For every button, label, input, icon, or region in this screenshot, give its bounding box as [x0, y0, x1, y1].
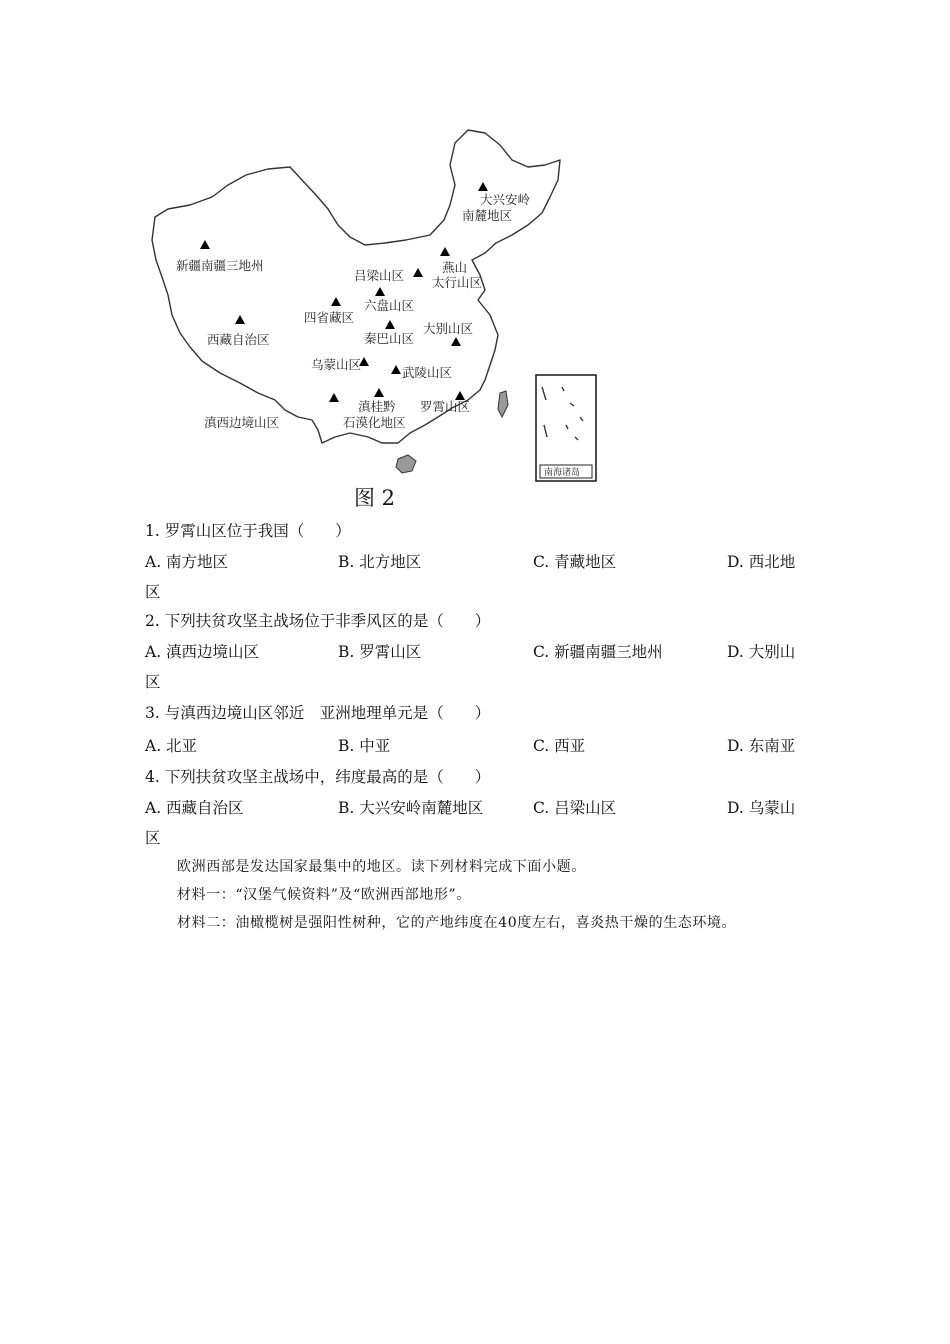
marker-wuling [391, 365, 401, 374]
question-1-stem: 1. 罗霄山区位于我国（ ） [145, 522, 351, 540]
label-liupan: 六盘山区 [364, 298, 415, 313]
marker-lvliang [413, 268, 423, 277]
label-wuling: 武陵山区 [402, 365, 453, 380]
taiwan-island [498, 391, 508, 417]
question-4-option-d: D. 乌蒙山 [727, 799, 796, 817]
marker-xizang [235, 315, 245, 324]
question-4-option-a: A. 西藏自治区 [145, 799, 244, 817]
question-2-option-b: B. 罗霄山区 [338, 643, 422, 661]
question-2-wrap: 区 [145, 673, 161, 691]
label-luoxiao: 罗霄山区 [420, 399, 471, 414]
question-2-stem: 2. 下列扶贫攻坚主战场位于非季风区的是（ ） [145, 612, 491, 630]
label-dianxi: 滇西边境山区 [204, 415, 280, 430]
label-yanshan: 燕山 [442, 260, 468, 275]
inset-label: 南海诸岛 [544, 468, 581, 478]
question-4-option-c: C. 吕梁山区 [533, 799, 617, 817]
label-lvliang: 吕梁山区 [354, 268, 405, 283]
question-4-wrap: 区 [145, 829, 161, 847]
marker-dabie [451, 337, 461, 346]
question-4-option-b: B. 大兴安岭南麓地区 [338, 799, 484, 817]
intro-lead: 欧洲西部是发达国家最集中的地区。读下列材料完成下面小题。 [177, 859, 586, 875]
question-1-option-a: A. 南方地区 [145, 553, 229, 571]
hainan-island [396, 455, 416, 473]
china-map-figure [150, 125, 610, 485]
marker-dianxi [329, 393, 339, 402]
label-xinjiang: 新疆南疆三地州 [176, 258, 264, 273]
material-1: 材料一：“汉堡气候资料”及“欧洲西部地形”。 [177, 887, 471, 903]
label-daxinganling: 大兴安岭 [480, 192, 531, 207]
material-2: 材料二：油橄榄树是强阳性树种，它的产地纬度在40度左右，喜炎热干燥的生态环境。 [177, 915, 737, 931]
china-outline [152, 130, 560, 443]
label-taihang: 太行山区 [432, 275, 483, 290]
question-3-option-c: C. 西亚 [533, 737, 586, 755]
marker-liupan [375, 287, 385, 296]
question-3-option-d: D. 东南亚 [727, 737, 796, 755]
label-sisheng: 四省藏区 [304, 310, 355, 325]
south-china-sea-inset [536, 375, 596, 481]
label-xizang: 西藏自治区 [207, 332, 270, 347]
question-1-wrap: 区 [145, 583, 161, 601]
question-1-option-d: D. 西北地 [727, 553, 796, 571]
label-nanlu: 南麓地区 [462, 208, 513, 223]
marker-daxinganling [478, 182, 488, 191]
marker-diangui [374, 388, 384, 397]
figure-caption: 图 2 [354, 486, 396, 510]
question-1-option-c: C. 青藏地区 [533, 553, 617, 571]
question-2-option-c: C. 新疆南疆三地州 [533, 643, 663, 661]
question-1-option-b: B. 北方地区 [338, 553, 422, 571]
question-3-option-a: A. 北亚 [145, 737, 198, 755]
question-2-option-a: A. 滇西边境山区 [145, 643, 260, 661]
marker-yanshan [440, 247, 450, 256]
question-4-stem: 4. 下列扶贫攻坚主战场中，纬度最高的是（ ） [145, 768, 491, 786]
label-qinba: 秦巴山区 [364, 331, 415, 346]
marker-sisheng [331, 297, 341, 306]
marker-xinjiang [200, 240, 210, 249]
question-3-stem: 3. 与滇西边境山区邻近 亚洲地理单元是（ ） [145, 704, 491, 722]
label-diangui: 滇桂黔 [358, 399, 396, 414]
label-shimohua: 石漠化地区 [343, 415, 406, 430]
china-map-svg [150, 125, 610, 485]
label-wumeng: 乌蒙山区 [311, 357, 362, 372]
marker-qinba [385, 320, 395, 329]
label-dabie: 大别山区 [423, 321, 474, 336]
question-2-option-d: D. 大别山 [727, 643, 796, 661]
question-3-option-b: B. 中亚 [338, 737, 391, 755]
